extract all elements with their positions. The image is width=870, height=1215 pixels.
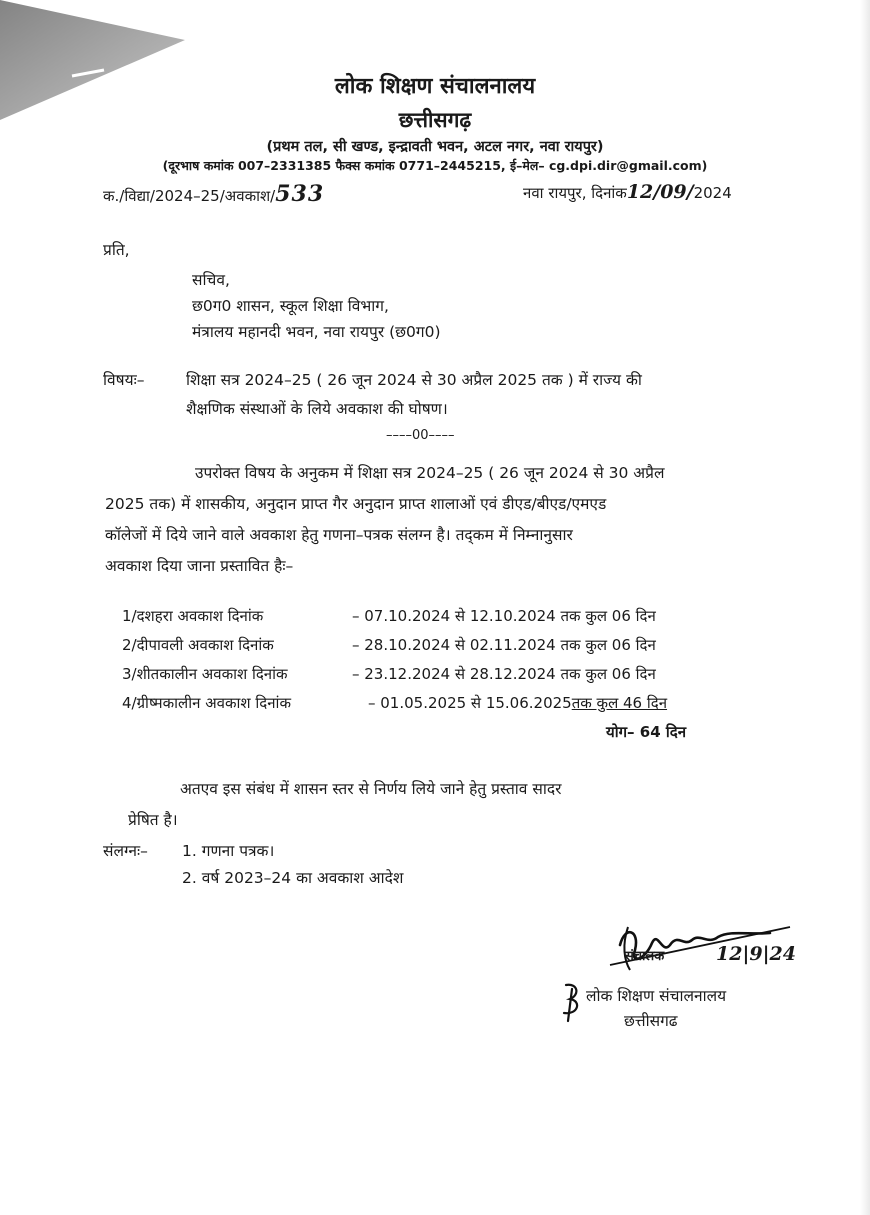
reference-handwritten-number: 533 (275, 181, 325, 207)
holiday-row (122, 635, 656, 655)
attachment-item-1: 1. गणना पत्रक। (182, 842, 275, 860)
org-title: लोक शिक्षण संचालनालय (334, 74, 536, 99)
paragraph-line-4: अवकाश दिया जाना प्रस्तावित हैः– (105, 557, 294, 575)
office-contact: (दूरभाष कमांक 007–2331385 फैक्स कमांक 0771–2445215, ई–मेल– cg.dpi.dir@gmail.com) (162, 158, 708, 173)
holiday-label: 2/दीपावली अवकाश दिनांक (122, 636, 274, 654)
handwritten-mark (556, 975, 586, 1023)
holiday-range: – 23.12.2024 से 28.12.2024 तक कुल 06 दिन (352, 665, 656, 683)
holiday-label: 1/दशहरा अवकाश दिनांक (122, 607, 264, 625)
closing-line-2: प्रेषित है। (128, 811, 178, 829)
holiday-range: – 28.10.2024 से 02.11.2024 तक कुल 06 दिन (352, 636, 656, 654)
holiday-range: – 01.05.2025 से 15.06.2025 (368, 694, 572, 712)
date-year: 2024 (693, 184, 732, 202)
addressee-line-3: मंत्रालय महानदी भवन, नवा रायपुर (छ0ग0) (192, 323, 441, 341)
addressee-line-1: सचिव, (192, 271, 230, 289)
total-days: योग– 64 दिन (606, 723, 687, 741)
place-date-label: नवा रायपुर, दिनांक (523, 184, 627, 202)
reference-prefix: क./विद्या/2024–25/अवकाश/ (103, 187, 276, 205)
holiday-row (122, 664, 656, 684)
date-handwritten: 12/09/ (626, 181, 694, 203)
closing-line-1: अतएव इस संबंध में शासन स्तर से निर्णय लिये जाने हेतु प्रस्ताव सादर (180, 780, 562, 798)
attachments-label: संलग्नः– (103, 842, 148, 860)
holiday-label: 3/शीतकालीन अवकाश दिनांक (122, 665, 288, 683)
subject-line-1: शिक्षा सत्र 2024–25 ( 26 जून 2024 से 30 अप्रैल 2025 तक ) में राज्य की (186, 371, 642, 389)
separator: ––––00–––– (386, 428, 455, 443)
paragraph-line-3: कॉलेजों में दिये जाने वाले अवकाश हेतु गणना–पत्रक संलग्न है। तद्कम में निम्नानुसार (105, 526, 573, 544)
addressee-line-2: छ0ग0 शासन, स्कूल शिक्षा विभाग, (192, 297, 389, 315)
addressee-prati: प्रति, (103, 241, 130, 259)
reference-number (103, 181, 324, 207)
scan-right-edge (860, 0, 870, 1215)
signature-date-handwritten: 12|9|24 (716, 943, 796, 965)
holiday-row (122, 693, 667, 713)
holiday-row (122, 606, 656, 626)
subject-line-2: शैक्षणिक संस्थाओं के लिये अवकाश की घोषण। (186, 400, 448, 418)
office-address: (प्रथम तल, सी खण्ड, इन्द्रावती भवन, अटल नगर, नवा रायपुर) (266, 139, 604, 155)
scan-corner-shadow (0, 0, 200, 120)
attachment-item-2: 2. वर्ष 2023–24 का अवकाश आदेश (182, 869, 404, 887)
state-title: छत्तीसगढ़ (398, 108, 472, 132)
signature-office: लोक शिक्षण संचालनालय (586, 987, 727, 1005)
holiday-range-underlined: तक कुल 46 दिन (571, 694, 668, 712)
signature-state: छत्तीसगढ (624, 1012, 678, 1030)
designation-partial: संचालक (625, 949, 665, 964)
paragraph-line-1: उपरोक्त विषय के अनुकम में शिक्षा सत्र 2024–25 ( 26 जून 2024 से 30 अप्रैल (195, 464, 665, 482)
holiday-label: 4/ग्रीष्मकालीन अवकाश दिनांक (122, 694, 291, 712)
letter-date (523, 181, 732, 203)
paragraph-line-2: 2025 तक) में शासकीय, अनुदान प्राप्त गैर अनुदान प्राप्त शालाओं एवं डीएड/बीएड/एमएड (105, 495, 607, 513)
holiday-range: – 07.10.2024 से 12.10.2024 तक कुल 06 दिन (352, 607, 656, 625)
subject-label: विषयः– (103, 371, 145, 389)
